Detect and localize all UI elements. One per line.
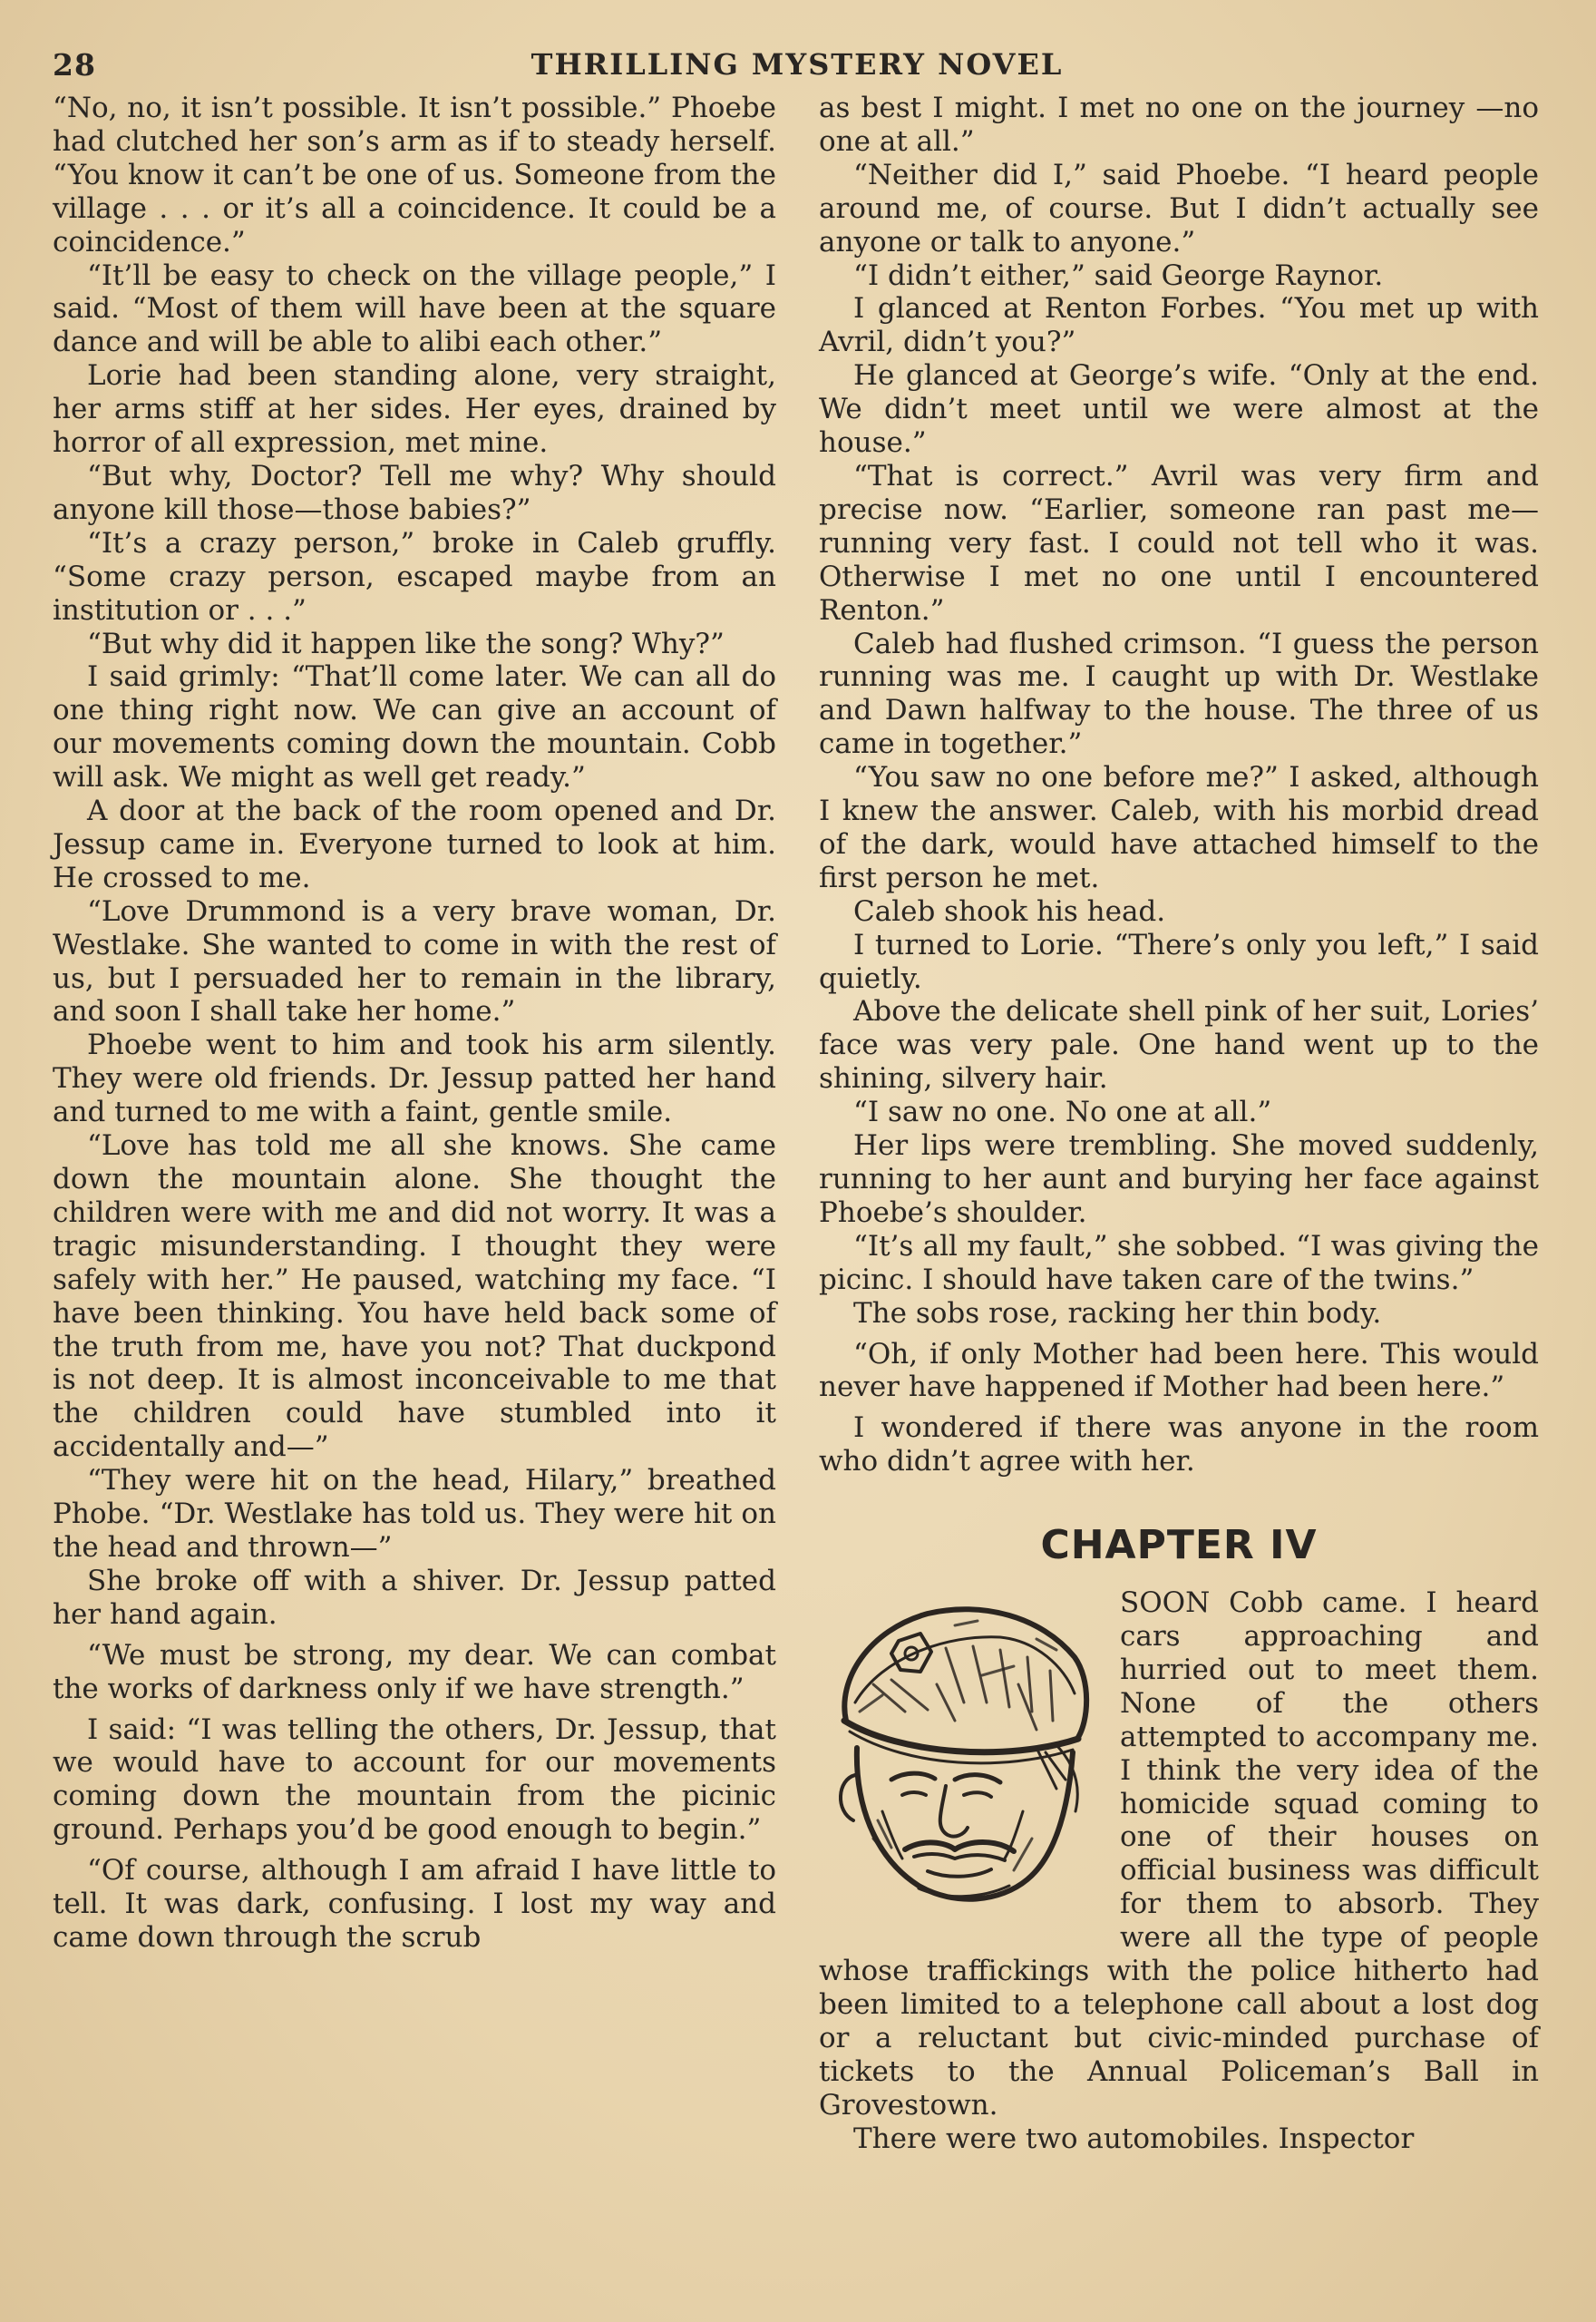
paragraph: I wondered if there was anyone in the room who didn’t agree with her.	[819, 1411, 1539, 1478]
chapter-heading: CHAPTER IV	[1040, 1522, 1318, 1569]
paragraph: SOON Cobb came. I heard cars approaching and hurried out to meet them. None of the others attempted to accompany me. I think the very idea of the homicide squad coming to one of their houses on official business was difficult for them to absorb. They were all the type of people whose traffickings with the police hitherto had been limited to a telephone call about a lost dog or a reluctant but civic-minded purchase of tickets to the Annual Policeman’s Ball in Grovestown.	[819, 1586, 1539, 2122]
paragraph: “I saw no one. No one at all.”	[853, 1096, 1272, 1129]
paragraph: “But why did it happen like the song? Why?”	[87, 627, 725, 660]
paragraph: “We must be strong, my dear. We can combat the works of darkness only if we have strength.”	[53, 1638, 776, 1705]
paragraph: She broke off with a shiver. Dr. Jessup patted her hand again.	[53, 1564, 776, 1631]
paragraph: I turned to Lorie. “There’s only you left,” I said quietly.	[819, 928, 1539, 995]
right-column	[819, 92, 1539, 2155]
paragraph: Above the delicate shell pink of her suit, Lories’ face was very pale. One hand went up to the shining, silvery hair.	[819, 995, 1539, 1096]
paragraph: A door at the back of the room opened and Dr. Jessup came in. Everyone turned to look at him. He crossed to me.	[53, 795, 776, 894]
paragraph: “Love Drummond is a very brave woman, Dr. Westlake. She wanted to come in with the rest of us, but I persuaded her to remain in the library, and soon I shall take her home.”	[53, 894, 776, 1029]
paragraph: “It’s all my fault,” she sobbed. “I was giving the picinc. I should have taken care of the twins.”	[819, 1229, 1539, 1296]
chapter-opening	[819, 1586, 1539, 2155]
paragraph: “They were hit on the head, Hilary,” breathed Phobe. “Dr. Westlake has told us. They were hit on the head and thrown—”	[53, 1464, 776, 1564]
paragraph: “Neither did I,” said Phoebe. “I heard people around me, of course. But I didn’t actually see anyone or talk to anyone.”	[819, 158, 1539, 259]
paragraph: “Of course, although I am afraid I have little to tell. It was dark, confusing. I lost my way and came down through the scrub	[53, 1854, 776, 1954]
paragraph: I said: “I was telling the others, Dr. Jessup, that we would have to account for our movements coming down the mountain from the picinic ground. Perhaps you’d be good enough to begin.”	[53, 1712, 776, 1847]
paragraph: “Love has told me all she knows. She came down the mountain alone. She thought the children were with me and did not worry. It was a tragic misunderstanding. I thought they were safely with her.” He paused, watching my face. “I have been thinking. You have held back some of the truth from me, have you not? That duckpond is not deep. It is almost inconceivable to me that the children could have stumbled into it accidentally and—”	[53, 1129, 776, 1464]
paragraph: “But why, Doctor? Tell me why? Why should anyone kill those—those babies?”	[53, 459, 776, 526]
paragraph: I said grimly: “That’ll come later. We can all do one thing right now. We can give an account of our movements coming down the mountain. Cobb will ask. We might as well get ready.”	[53, 660, 776, 795]
paragraph: Her lips were trembling. She moved suddenly, running to her aunt and burying her face against Phoebe’s shoulder.	[819, 1129, 1539, 1229]
paragraph: “You saw no one before me?” I asked, although I knew the answer. Caleb, with his morbid dread of the dark, would have attached himself to the first person he met.	[819, 761, 1539, 894]
paragraph: Phoebe went to him and took his arm silently. They were old friends. Dr. Jessup patted her hand and turned to me with a faint, gentle smile.	[53, 1029, 776, 1129]
paragraph: Caleb shook his head.	[853, 894, 1166, 928]
paragraph: “That is correct.” Avril was very firm and precise now. “Earlier, someone ran past me—running very fast. I could not tell who it was. Otherwise I met no one until I encountered Renton.”	[819, 459, 1539, 627]
paragraph: Lorie had been standing alone, very straight, her arms stiff at her sides. Her eyes, drained by horror of all expression, met mine.	[53, 359, 776, 460]
paragraph: I glanced at Renton Forbes. “You met up with Avril, didn’t you?”	[819, 292, 1539, 359]
policeman-portrait-sketch-icon	[819, 1594, 1100, 1918]
paragraph: “I didn’t either,” said George Raynor.	[853, 259, 1384, 292]
paragraph: “It’s a crazy person,” broke in Caleb gruffly. “Some crazy person, escaped maybe from an institution or . . .”	[53, 526, 776, 627]
paragraph: Caleb had flushed crimson. “I guess the person running was me. I caught up with Dr. Westlake and Dawn halfway to the house. The three of us came in together.”	[819, 627, 1539, 761]
paragraph: He glanced at George’s wife. “Only at the end. We didn’t meet until we were almost at the house.”	[819, 359, 1539, 460]
paragraph: The sobs rose, racking her thin body.	[853, 1296, 1382, 1330]
page-header	[53, 47, 1542, 93]
page-number: 28	[53, 47, 96, 83]
paragraph: “It’ll be easy to check on the village people,” I said. “Most of them will have been at the square dance and will be able to alibi each other.”	[53, 259, 776, 359]
running-title: THRILLING MYSTERY NOVEL	[530, 47, 1064, 82]
paragraph: “Oh, if only Mother had been here. This would never have happened if Mother had been here.”	[819, 1337, 1539, 1404]
left-column	[53, 92, 776, 1955]
paragraph: There were two automobiles. Inspector	[853, 2122, 1415, 2155]
paragraph: “No, no, it isn’t possible. It isn’t possible.” Phoebe had clutched her son’s arm as if to steady herself. “You know it can’t be one of us. Someone from the village . . . or it’s all a coincidence. It could be a coincidence.”	[53, 92, 776, 259]
paragraph: as best I might. I met no one on the journey —no one at all.”	[819, 92, 1539, 158]
